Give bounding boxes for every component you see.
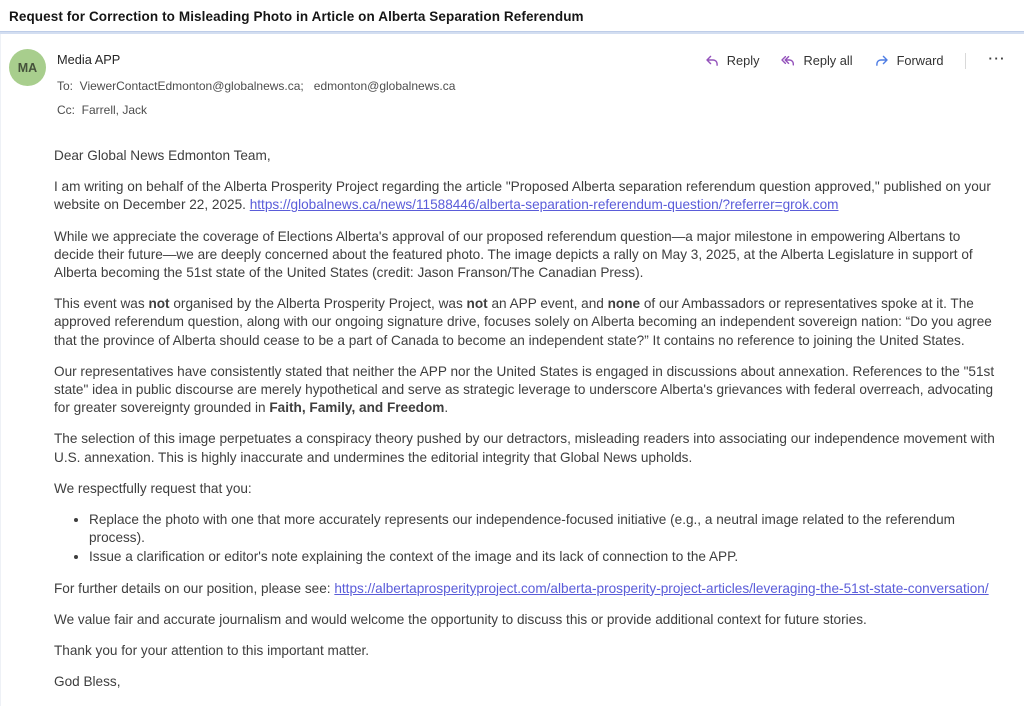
reply-all-button[interactable] bbox=[780, 53, 852, 69]
reply-all-label: Reply all bbox=[803, 53, 853, 68]
body-paragraph bbox=[54, 642, 999, 660]
sender-block bbox=[57, 49, 455, 117]
bullet-item bbox=[89, 548, 999, 566]
body-text: While we appreciate the coverage of Elections Alberta's approval of our proposed referendum question—a major milestone in empowering Albertans to decide their future—we are deeply concerned about the featured photo. The image depicts a rally on May 3, 2025, at the Alberta Legislature in support of Alberta becoming the 51st state of the United States (credit: Jason Franson/The Canadian Press). bbox=[54, 228, 973, 281]
body-text: I am writing on behalf of the Alberta Prosperity Project regarding the article "Proposed Alberta separation referendum question approved," published on your website on December 22, 2025. bbox=[54, 179, 991, 213]
forward-label: Forward bbox=[896, 53, 944, 68]
message-actions bbox=[704, 51, 1008, 70]
sender-name: Media APP bbox=[57, 52, 121, 67]
body-text: none bbox=[607, 296, 641, 312]
email-reading-pane bbox=[0, 34, 1024, 706]
forward-arrow-icon bbox=[874, 53, 890, 69]
email-subject: Request for Correction to Misleading Photo in Article on Alberta Separation Referendum bbox=[9, 9, 584, 24]
reply-arrow-icon bbox=[704, 53, 720, 69]
reply-all-arrows-icon bbox=[780, 53, 796, 69]
body-text: Thank you for your attention to this important matter. bbox=[54, 643, 370, 659]
body-text: an APP event, and bbox=[487, 296, 608, 312]
to-line: To: ViewerContactEdmonton@globalnews.ca; edmonton@globalnews.ca bbox=[57, 79, 456, 93]
forward-button[interactable] bbox=[874, 53, 944, 69]
body-text: The selection of this image perpetuates a conspiracy theory pushed by our detractors, misleading readers into associating our independence movement with U.S. annexation. This is highly inaccurate and undermines the editorial integrity that Global News upholds. bbox=[54, 431, 995, 465]
body-bullet-list bbox=[54, 511, 999, 567]
body-paragraph bbox=[54, 673, 999, 691]
more-actions-button[interactable]: ··· bbox=[988, 51, 1006, 66]
body-text: Issue a clarification or editor's note explaining the context of the image and its lack of connection to the APP. bbox=[89, 549, 739, 565]
body-text: For further details on our position, please see: bbox=[54, 580, 335, 596]
body-text: not bbox=[148, 296, 170, 312]
body-paragraph bbox=[54, 178, 999, 214]
body-text: not bbox=[466, 296, 488, 312]
body-text: of our Ambassadors or representatives spoke at it. The approved referendum question, along with our ongoing signature drive, focuses solely on Alberta becoming an independent sovereign nation: “Do you agree that the province of Alberta should cease to be a part of Canada to become an independent state?” It contains no reference to joining the United States. bbox=[54, 296, 992, 348]
body-text: organised by the Alberta Prosperity Project, was bbox=[169, 296, 467, 312]
body-paragraph bbox=[54, 611, 999, 629]
body-paragraph bbox=[54, 228, 999, 283]
reply-button[interactable] bbox=[704, 53, 760, 69]
body-text: . bbox=[444, 400, 449, 416]
body-text: Faith, Family, and Freedom bbox=[269, 400, 445, 416]
body-link[interactable]: https://albertaprosperityproject.com/alberta-prosperity-project-articles/leveraging-the-51st-state-conversation/ bbox=[334, 580, 989, 596]
body-paragraph bbox=[54, 580, 999, 598]
body-paragraph bbox=[54, 430, 999, 466]
body-paragraph bbox=[54, 147, 999, 165]
body-text: Our representatives have consistently stated that neither the APP nor the United States is engaged in discussions about annexation. References to the "51st state" idea in public discourse are merely hypothetical and serve as strategic leverage to underscore Alberta's grievances with federal overreach, advocating for greater sovereignty grounded in bbox=[54, 363, 995, 416]
body-text: Dear Global News Edmonton Team, bbox=[54, 148, 271, 163]
body-text: We respectfully request that you: bbox=[54, 480, 252, 496]
sender-avatar[interactable]: MA bbox=[9, 49, 46, 86]
body-text: This event was bbox=[54, 296, 149, 312]
body-text: We value fair and accurate journalism and would welcome the opportunity to discuss this or provide additional context for future stories. bbox=[54, 611, 867, 627]
body-paragraph bbox=[54, 295, 999, 350]
cc-line: Cc: Farrell, Jack bbox=[57, 103, 148, 117]
body-text: Replace the photo with one that more accurately represents our independence-focused initiative (e.g., a neutral image related to the referendum process). bbox=[89, 512, 955, 546]
email-body bbox=[54, 147, 999, 691]
body-paragraph bbox=[54, 480, 999, 498]
bullet-item bbox=[89, 511, 999, 547]
reply-label: Reply bbox=[726, 53, 760, 68]
body-paragraph bbox=[54, 363, 999, 418]
actions-separator bbox=[965, 53, 966, 69]
body-link[interactable]: https://globalnews.ca/news/11588446/alberta-separation-referendum-question/?referrer=grok.com bbox=[249, 197, 839, 213]
body-text: God Bless, bbox=[54, 674, 121, 690]
